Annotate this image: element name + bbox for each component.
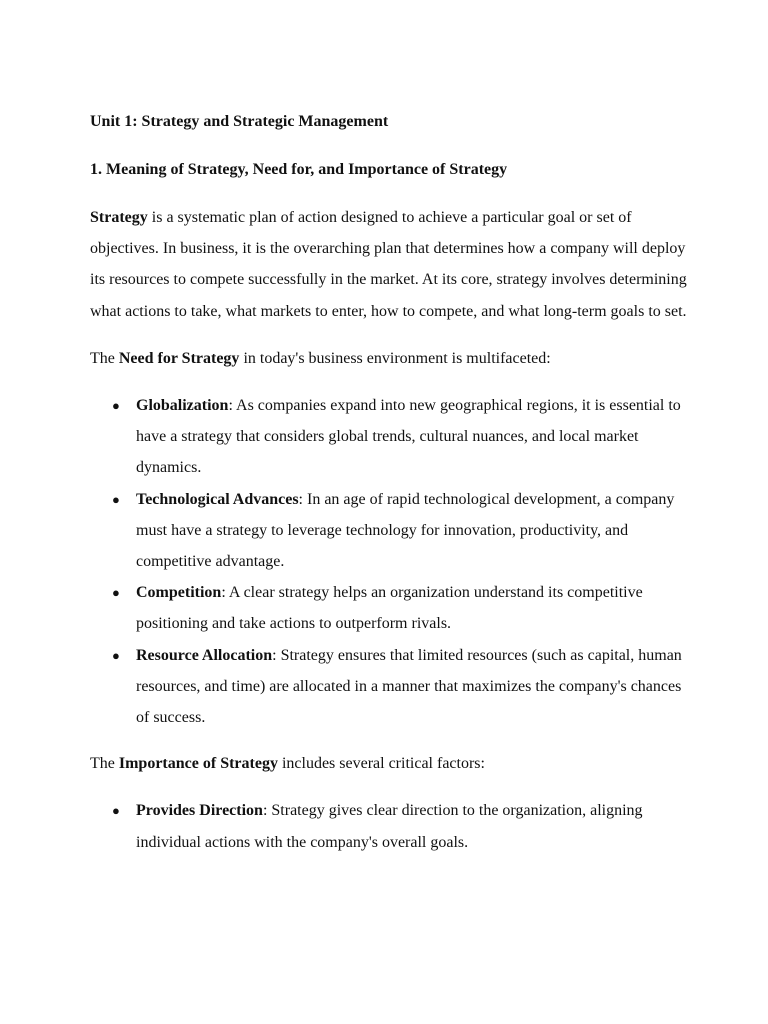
list-item-text: : Strategy ensures that limited resources (such as capital, human resources, and time) are allocated in a manner that maximizes the company's chances of success. (136, 646, 682, 727)
need-list (90, 390, 688, 733)
strategy-definition-paragraph (90, 202, 688, 327)
list-item (90, 795, 688, 857)
list-item-term: Technological Advances (136, 490, 299, 508)
bullet-icon: ● (112, 803, 120, 819)
section-title: 1. Meaning of Strategy, Need for, and Importance of Strategy (90, 161, 508, 178)
bullet-icon: ● (112, 647, 120, 663)
list-item-term: Provides Direction (136, 802, 263, 820)
list-item (90, 390, 688, 484)
importance-intro-paragraph (90, 748, 688, 779)
strategy-term: Strategy (90, 209, 148, 226)
strategy-definition-text: is a systematic plan of action designed to achieve a particular goal or set of objectives. In business, it is the overarching plan that determines how a company will deploy its resources to compete successfully in the market. At its core, strategy involves determining what actions to take, what markets to enter, how to compete, and what long-term goals to set. (90, 209, 687, 320)
list-item-term: Resource Allocation (136, 646, 273, 664)
need-intro-prefix: The (90, 349, 119, 367)
need-intro-suffix: in today's business environment is multifaceted: (239, 349, 551, 367)
need-intro-paragraph (90, 343, 688, 374)
bullet-icon: ● (112, 585, 120, 601)
importance-intro-prefix: The (90, 755, 119, 773)
unit-title: Unit 1: Strategy and Strategic Management (90, 113, 389, 130)
list-item-text: : In an age of rapid technological development, a company must have a strategy to leverage technology for innovation, productivity, and competitive advantage. (136, 490, 675, 571)
need-intro-term: Need for Strategy (118, 349, 240, 367)
bullet-icon: ● (112, 398, 120, 414)
list-item-text: : A clear strategy helps an organization understand its competitive positioning and take actions to outperform rivals. (136, 584, 643, 633)
importance-intro-suffix: includes several critical factors: (277, 755, 485, 773)
importance-list (90, 795, 688, 857)
importance-intro-term: Importance of Strategy (118, 755, 278, 773)
list-item (90, 640, 688, 734)
list-item-text: : As companies expand into new geographical regions, it is essential to have a strategy that considers global trends, cultural nuances, and local market dynamics. (136, 397, 681, 477)
bullet-icon: ● (112, 491, 120, 507)
list-item-term: Competition (136, 584, 222, 602)
list-item (90, 484, 688, 578)
list-item-text: : Strategy gives clear direction to the organization, aligning individual actions with the company's overall goals. (136, 802, 643, 851)
list-item-term: Globalization (136, 397, 229, 415)
list-item (90, 577, 688, 639)
